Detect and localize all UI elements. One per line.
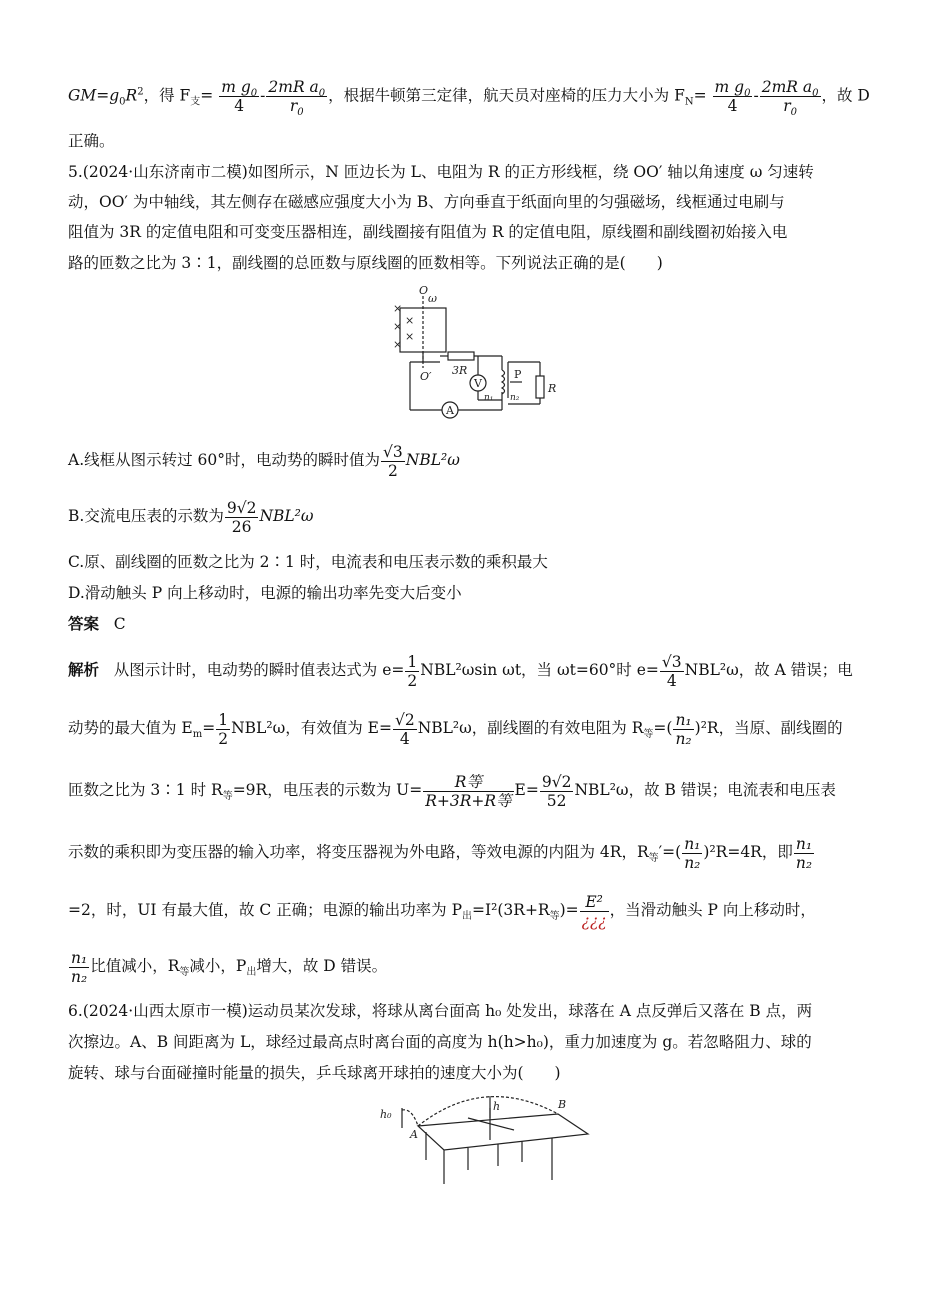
den: n₂ <box>795 853 813 872</box>
fraction <box>660 653 684 690</box>
cross-mark: × <box>405 330 415 343</box>
den: 2 <box>387 461 398 480</box>
text: NBL²ω，故 B 错误；电流表和电压表 <box>574 781 836 799</box>
text: ，当滑动触头 P 向上移动时， <box>609 901 816 919</box>
text: NBL²ω，副线圈的有效电阻为 R <box>417 719 644 737</box>
text: ，根据牛顿第三定律，航天员对座椅的压力大小为 F <box>328 86 685 105</box>
sub: 支 <box>190 96 201 108</box>
fraction <box>216 711 230 748</box>
sub: 0 <box>119 96 126 108</box>
table-figure <box>372 1088 592 1188</box>
solution-line-3 <box>68 770 883 810</box>
solution-line-4 <box>68 832 883 872</box>
cross-mark: × <box>405 314 415 327</box>
num: n₁ <box>795 834 813 853</box>
fraction <box>580 893 609 930</box>
solution-line-2 <box>68 708 883 748</box>
solution-line-1 <box>68 650 883 690</box>
text: NBL²ω，有效值为 E= <box>231 719 392 737</box>
fraction <box>393 711 417 748</box>
den: 4 <box>234 97 245 115</box>
text: )²R=4R，即 <box>703 843 793 861</box>
text: 动势的最大值为 E <box>68 719 193 737</box>
fraction <box>225 499 259 536</box>
text: =( <box>653 719 673 737</box>
sub: 出 <box>462 911 473 923</box>
label-o: O <box>419 284 429 297</box>
fraction <box>381 443 405 480</box>
num: 9√2 <box>226 498 257 517</box>
text: 从图示计时，电动势的瞬时值表达式为 e= <box>113 661 405 679</box>
text: - <box>753 86 759 105</box>
num: 2mR a <box>268 78 319 96</box>
q5-line-4: 路的匝数之比为 3∶1，副线圈的总匝数与原线圈的匝数相等。下列说法正确的是( ) <box>68 254 663 272</box>
sub: 等 <box>549 911 560 923</box>
text: ′=( <box>658 843 682 861</box>
q6-line-2: 次擦边。A、B 间距离为 L，球经过最高点时离台面的高度为 h(h>h₀)，重力加速度为 g。若忽略阻力、球的 <box>68 1033 812 1051</box>
num: √3 <box>383 442 403 461</box>
text: ，得 F <box>143 86 191 105</box>
sub: 等 <box>179 967 190 979</box>
sub: 0 <box>297 107 304 119</box>
q5-line-3: 阻值为 3R 的定值电阻和可变变压器相连，副线圈接有阻值为 R 的定值电阻，原线圈和副线圈初始接入电 <box>68 223 788 241</box>
sub: 等 <box>643 729 654 741</box>
q5-line-2: 动，OO′ 为中轴线，其左侧存在磁感应强度大小为 B、方向垂直于纸面向里的匀强磁场，线框通过电刷与 <box>68 193 785 211</box>
solution-label: 解析 <box>68 660 100 679</box>
text: R <box>125 86 138 105</box>
answer-label: 答案 <box>68 614 100 633</box>
label-a: A <box>446 404 454 417</box>
text: NBL²ω <box>405 451 460 469</box>
prev-solution-end: 正确。 <box>68 132 115 150</box>
den: 4 <box>727 97 738 115</box>
option-a <box>68 440 883 480</box>
transformer-coil <box>502 370 505 394</box>
sub: 等 <box>222 791 233 803</box>
option-b <box>68 496 883 536</box>
sub: 0 <box>744 88 751 100</box>
sub: 0 <box>250 88 258 100</box>
den: n₂ <box>71 967 88 986</box>
solution-line-6 <box>68 946 883 986</box>
text: A.线框从图示转过 60°时，电动势的瞬时值为 <box>68 451 381 469</box>
fraction <box>423 773 513 810</box>
text: - <box>260 86 266 105</box>
text: = <box>202 719 216 737</box>
solution-line-5 <box>68 890 883 930</box>
num: n₁ <box>71 948 88 967</box>
q5-line-1: 5.(2024·山东济南市二模)如图所示，N 匝边长为 L、电阻为 R 的正方形线框，绕 OO′ 轴以角速度 ω 匀速转 <box>68 163 814 181</box>
text: NBL²ω <box>259 507 314 525</box>
label-n1: n₁ <box>484 393 494 403</box>
num: 9√2 <box>541 772 572 791</box>
den: 2 <box>407 671 418 690</box>
option-c: C.原、副线圈的匝数之比为 2∶1 时，电流表和电压表示数的乘积最大 <box>68 553 548 571</box>
num: 1 <box>218 710 229 729</box>
fraction <box>69 949 89 986</box>
den: 26 <box>231 517 252 536</box>
sub: 0 <box>318 88 326 100</box>
text: =I²(3R+R <box>472 901 550 919</box>
text: 比值减小，R <box>90 957 180 975</box>
text: GM=g <box>68 86 120 105</box>
den: R+3R+R等 <box>425 791 512 810</box>
text: =2，时，UI 有最大值，故 C 正确；电源的输出功率为 P <box>68 901 463 919</box>
num: m g <box>714 78 745 96</box>
label-o-prime: O′ <box>420 370 432 383</box>
cross-mark: × <box>393 338 403 351</box>
label-h: h <box>493 1100 501 1113</box>
den: 4 <box>399 729 410 748</box>
fraction <box>405 653 419 690</box>
text: 增大，故 D 错误。 <box>256 957 388 975</box>
text: NBL²ωsin ωt，当 ωt=60°时 e= <box>420 661 659 679</box>
text: NBL²ω，故 A 错误；电 <box>684 661 853 679</box>
text: 匝数之比为 3∶1 时 R <box>68 781 223 799</box>
sub: 等 <box>648 853 659 865</box>
label-3r: 3R <box>452 364 468 377</box>
den: 52 <box>546 791 567 810</box>
label-h0: h₀ <box>380 1108 392 1121</box>
prev-solution-line <box>68 78 883 119</box>
num: √3 <box>661 652 682 671</box>
text: )= <box>559 901 579 919</box>
num: √2 <box>394 710 415 729</box>
text: E= <box>514 781 539 799</box>
q6-line-3: 旋转、球与台面碰撞时能量的损失，乒乓球离开球拍的速度大小为( ) <box>68 1064 561 1082</box>
sub: 出 <box>246 967 257 979</box>
fraction <box>682 835 702 872</box>
text: =9R，电压表的示数为 U= <box>232 781 423 799</box>
den: r <box>289 97 298 115</box>
text: 减小，P <box>189 957 247 975</box>
sub: N <box>684 96 694 108</box>
num: n₁ <box>675 710 692 729</box>
label-v: V <box>474 377 482 390</box>
num: E² <box>580 893 609 912</box>
den: 2 <box>218 729 229 748</box>
label-omega: ω <box>428 292 437 305</box>
num: R等 <box>423 773 513 792</box>
sup: 2 <box>137 86 144 98</box>
label-b: B <box>558 1098 567 1111</box>
fraction <box>673 711 693 748</box>
option-d: D.滑动触头 P 向上移动时，电源的输出功率先变大后变小 <box>68 584 462 602</box>
label-a: A <box>410 1128 418 1141</box>
answer-line <box>68 609 883 639</box>
sub: m <box>192 729 203 741</box>
label-p: P <box>514 368 522 381</box>
num: m g <box>221 78 251 96</box>
fraction <box>219 78 259 115</box>
sub: 0 <box>812 88 819 100</box>
den: r <box>783 97 791 115</box>
text: )²R，当原、副线圈的 <box>694 719 843 737</box>
q6-line-1: 6.(2024·山西太原市一模)运动员某次发球，将球从离台面高 h₀ 处发出，球落在 A 点反弹后又落在 B 点，两 <box>68 1002 813 1020</box>
fraction <box>794 835 814 872</box>
den: n₂ <box>675 729 692 748</box>
resistor-r <box>536 376 544 398</box>
circuit-figure <box>390 282 570 422</box>
num: n₁ <box>684 834 701 853</box>
text: = <box>693 86 707 105</box>
text: B.交流电压表的示数为 <box>68 507 224 525</box>
fraction <box>266 78 327 119</box>
fraction <box>760 78 821 119</box>
num: 1 <box>407 652 418 671</box>
label-n2: n₂ <box>510 393 520 403</box>
den: n₂ <box>684 853 701 872</box>
den: ¿¿¿ <box>581 911 607 930</box>
num: 2mR a <box>761 78 813 96</box>
fraction <box>540 773 574 810</box>
den: 4 <box>666 671 677 690</box>
fraction <box>713 78 753 115</box>
cross-mark: × <box>393 320 403 333</box>
text: 示数的乘积即为变压器的输入功率，将变压器视为外电路，等效电源的内阻为 4R，R <box>68 843 649 861</box>
resistor-3r <box>448 352 474 360</box>
answer-value: C <box>113 615 126 633</box>
table-top <box>418 1114 588 1150</box>
text: ，故 D <box>821 86 870 105</box>
text: = <box>200 86 214 105</box>
cross-mark: × <box>393 302 403 315</box>
label-r: R <box>548 382 557 395</box>
sub: 0 <box>790 107 797 119</box>
